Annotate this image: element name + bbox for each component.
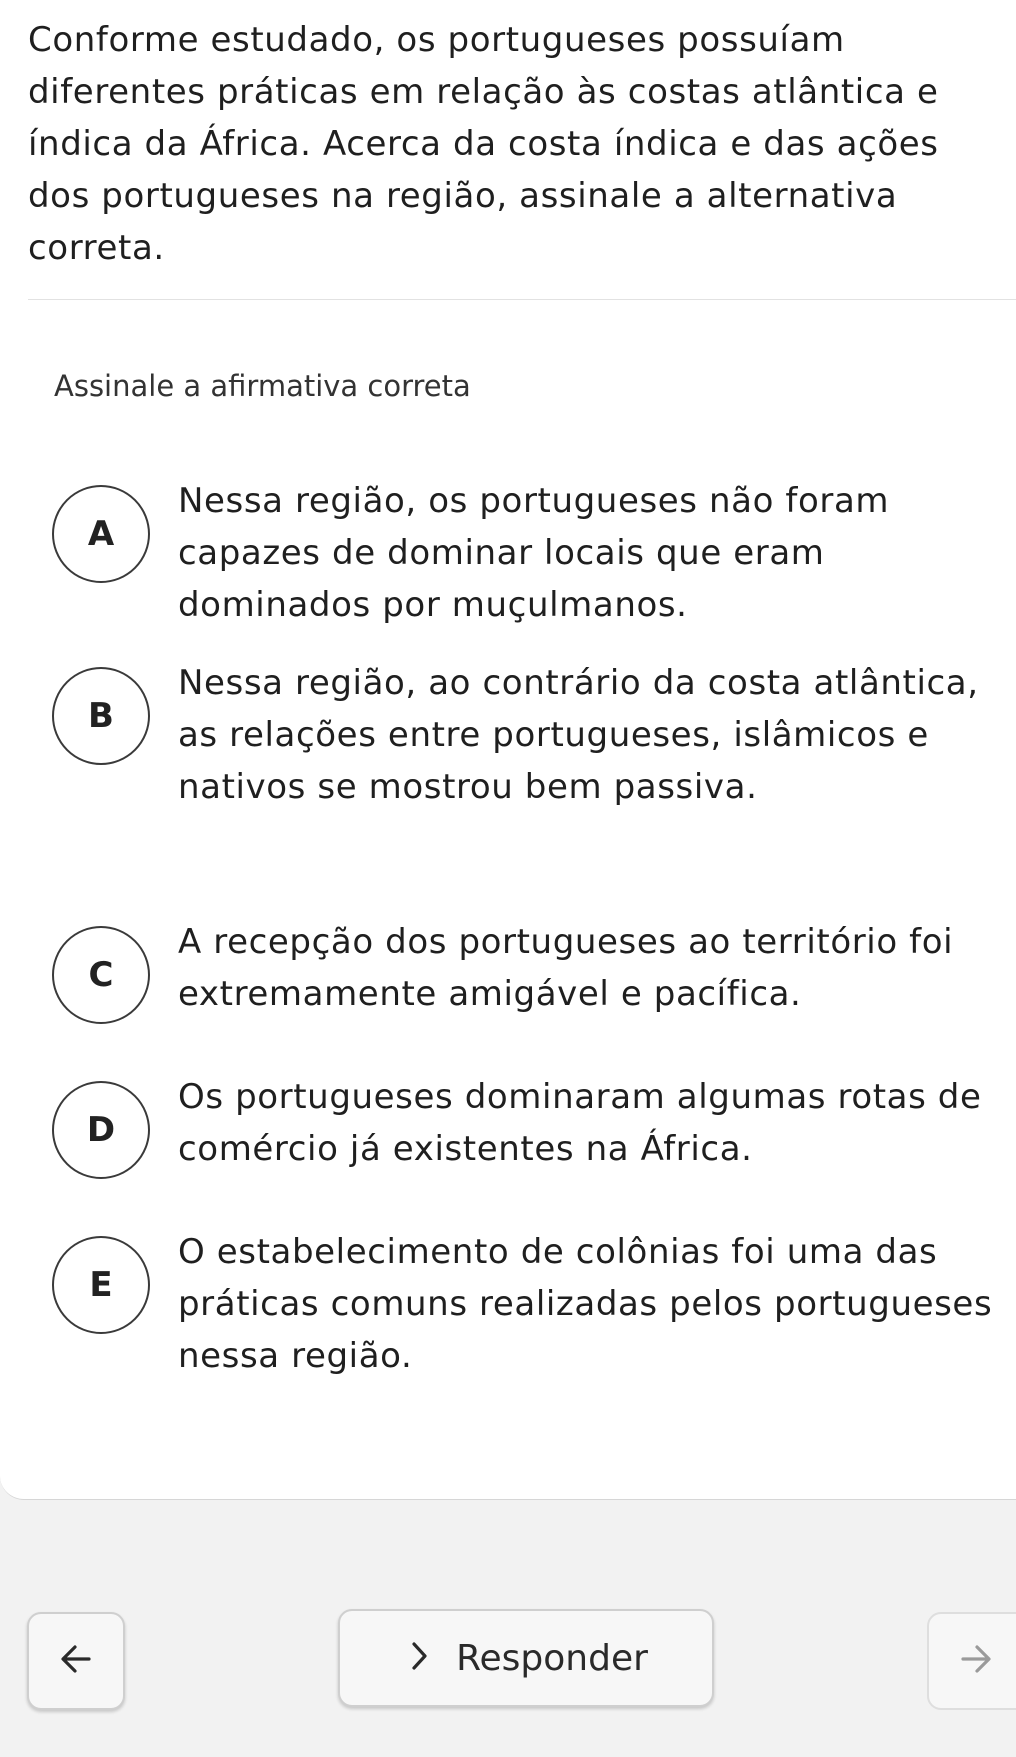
divider	[28, 299, 1016, 300]
respond-button[interactable]	[338, 1609, 714, 1707]
arrow-right-icon	[956, 1639, 996, 1683]
option-letter-b: B	[52, 667, 150, 765]
option-text-e: O estabelecimento de colônias foi uma das práticas comuns realizadas pelos portugueses nessa região.	[178, 1232, 993, 1376]
next-button[interactable]	[927, 1612, 1016, 1710]
option-text-d: Os portugueses dominaram algumas rotas de comércio já existentes na África.	[178, 1077, 982, 1169]
option-text-c: A recepção dos portugueses ao território foi extremamente amigável e pacífica.	[178, 922, 954, 1014]
back-button[interactable]	[27, 1612, 125, 1710]
chevron-right-icon	[404, 1639, 434, 1677]
respond-label: Responder	[456, 1637, 648, 1679]
instruction-text: Assinale a afirmativa correta	[54, 369, 471, 403]
option-text-a: Nessa região, os portugueses não foram capazes de dominar locais que eram dominados por muçulmanos.	[178, 481, 890, 625]
option-letter-e: E	[52, 1236, 150, 1334]
option-letter-c: C	[52, 926, 150, 1024]
option-text-b: Nessa região, ao contrário da costa atlântica, as relações entre portugueses, islâmicos e nativos se mostrou bem passiva.	[178, 663, 979, 807]
arrow-left-icon	[56, 1639, 96, 1683]
option-letter-a: A	[52, 485, 150, 583]
question-text: Conforme estudado, os portugueses possuíam diferentes práticas em relação às costas atlântica e índica da África. Acerca da costa índica e das ações dos portugueses na região, assinale a alternativa correta.	[28, 20, 939, 268]
option-letter-d: D	[52, 1081, 150, 1179]
